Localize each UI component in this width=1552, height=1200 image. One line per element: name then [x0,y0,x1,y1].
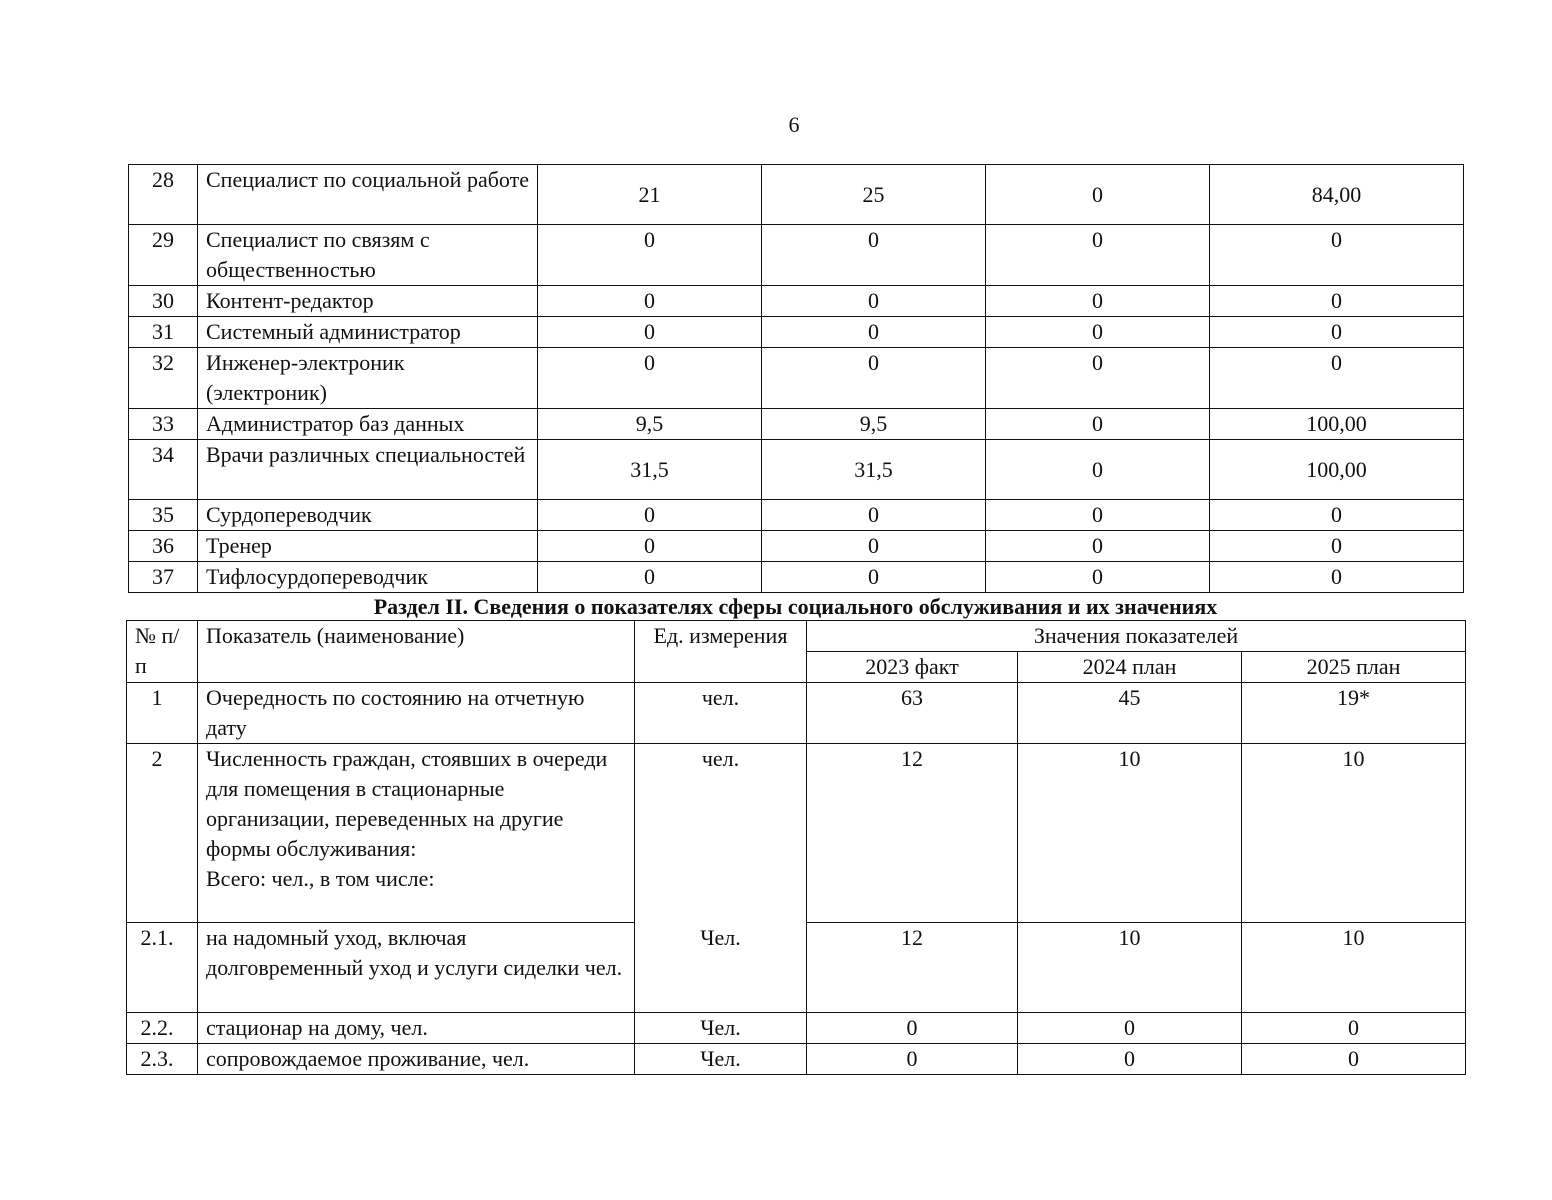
header-2023: 2023 факт [807,652,1018,683]
value-cell: 0 [538,562,762,593]
value-cell: 0 [1210,500,1464,531]
unit-cell: чел. [635,744,807,923]
table-row [129,348,1464,409]
value-cell: 0 [538,500,762,531]
position-name: Специалист по связям с общественностью [198,225,538,286]
value-2023: 12 [807,923,1018,1013]
value-cell: 0 [986,165,1210,225]
value-cell: 0 [1210,531,1464,562]
value-2023: 0 [807,1044,1018,1075]
value-cell: 0 [986,409,1210,440]
row-number: 28 [129,165,198,225]
header-values-group: Значения показателей [807,621,1466,652]
table-row [127,683,1466,744]
value-cell: 0 [986,317,1210,348]
value-cell: 31,5 [538,440,762,500]
value-cell: 0 [986,562,1210,593]
value-cell: 0 [762,348,986,409]
row-number: 2.3. [127,1044,198,1075]
table-row [129,286,1464,317]
value-cell: 0 [762,286,986,317]
indicator-name [198,744,635,923]
value-cell: 0 [986,225,1210,286]
value-cell: 0 [538,348,762,409]
row-number: 29 [129,225,198,286]
table-row [127,1013,1466,1044]
staff-table [128,164,1464,593]
value-2024: 10 [1018,923,1242,1013]
value-cell: 0 [762,317,986,348]
row-number: 1 [127,683,198,744]
table-row [129,317,1464,348]
position-name: Тифлосурдопереводчик [198,562,538,593]
position-name: Системный администратор [198,317,538,348]
table-row [129,531,1464,562]
table-row [129,225,1464,286]
value-cell: 0 [1210,317,1464,348]
unit-cell: Чел. [635,923,807,1013]
row-number: 36 [129,531,198,562]
value-2025: 19* [1242,683,1466,744]
value-2023: 12 [807,744,1018,923]
value-cell: 0 [762,562,986,593]
row-number: 35 [129,500,198,531]
unit-cell: чел. [635,683,807,744]
table-row [129,440,1464,500]
value-cell: 0 [538,225,762,286]
indicators-table [126,620,1466,1075]
value-cell: 9,5 [762,409,986,440]
value-cell: 0 [986,531,1210,562]
row-number: 2.1. [127,923,198,1013]
position-name: Инженер-электроник (электроник) [198,348,538,409]
value-cell: 0 [986,286,1210,317]
row-number: 34 [129,440,198,500]
position-name: Администратор баз данных [198,409,538,440]
position-name: Сурдопереводчик [198,500,538,531]
value-2024: 10 [1018,744,1242,923]
value-cell: 0 [986,440,1210,500]
value-cell: 0 [538,531,762,562]
value-2025: 10 [1242,744,1466,923]
unit-cell: Чел. [635,1044,807,1075]
section-title: Раздел II. Сведения о показателях сферы социального обслуживания и их значениях [373,594,1218,619]
indicator-name: сопровождаемое проживание, чел. [198,1044,635,1075]
value-2025: 10 [1242,923,1466,1013]
value-cell: 100,00 [1210,440,1464,500]
value-cell: 21 [538,165,762,225]
header-2025: 2025 план [1242,652,1466,683]
unit-cell: Чел. [635,1013,807,1044]
value-2023: 0 [807,1013,1018,1044]
position-name: Специалист по социальной работе [198,165,538,225]
indicator-name: на надомный уход, включая долговременный уход и услуги сиделки чел. [198,923,635,1013]
value-2025: 0 [1242,1013,1466,1044]
position-name: Тренер [198,531,538,562]
value-cell: 9,5 [538,409,762,440]
header-row [127,621,1466,652]
value-cell: 25 [762,165,986,225]
row-number: 2.2. [127,1013,198,1044]
value-cell: 0 [1210,225,1464,286]
header-unit: Ед. измерения [635,621,807,683]
value-cell: 100,00 [1210,409,1464,440]
value-cell: 0 [762,225,986,286]
header-num: № п/п [127,621,198,683]
table-row [129,165,1464,225]
value-cell: 0 [538,317,762,348]
position-name: Контент-редактор [198,286,538,317]
value-2023: 63 [807,683,1018,744]
value-cell: 0 [538,286,762,317]
value-cell: 31,5 [762,440,986,500]
value-cell: 84,00 [1210,165,1464,225]
table-row [127,923,1466,1013]
value-cell: 0 [762,500,986,531]
value-cell: 0 [986,348,1210,409]
value-2024: 45 [1018,683,1242,744]
row-number: 37 [129,562,198,593]
value-2024: 0 [1018,1013,1242,1044]
table-row [127,1044,1466,1075]
value-cell: 0 [1210,562,1464,593]
page-number: 6 [788,112,800,137]
position-name: Врачи различных специальностей [198,440,538,500]
row-number: 30 [129,286,198,317]
value-cell: 0 [1210,286,1464,317]
table-row [127,744,1466,923]
table-row [129,562,1464,593]
table-row [129,409,1464,440]
indicator-name-extra: Всего: чел., в том числе: [206,866,435,891]
value-2024: 0 [1018,1044,1242,1075]
indicator-name-text: Численность граждан, стоявших в очереди для помещения в стационарные организации, переведенных на другие формы обслуживания: [206,746,608,861]
header-indicator: Показатель (наименование) [198,621,635,683]
value-cell: 0 [986,500,1210,531]
value-cell: 0 [1210,348,1464,409]
indicator-name: стационар на дому, чел. [198,1013,635,1044]
row-number: 2 [127,744,198,923]
row-number: 31 [129,317,198,348]
header-2024: 2024 план [1018,652,1242,683]
table-row [129,500,1464,531]
row-number: 33 [129,409,198,440]
value-cell: 0 [762,531,986,562]
indicator-name: Очередность по состоянию на отчетную дату [198,683,635,744]
row-number: 32 [129,348,198,409]
value-2025: 0 [1242,1044,1466,1075]
